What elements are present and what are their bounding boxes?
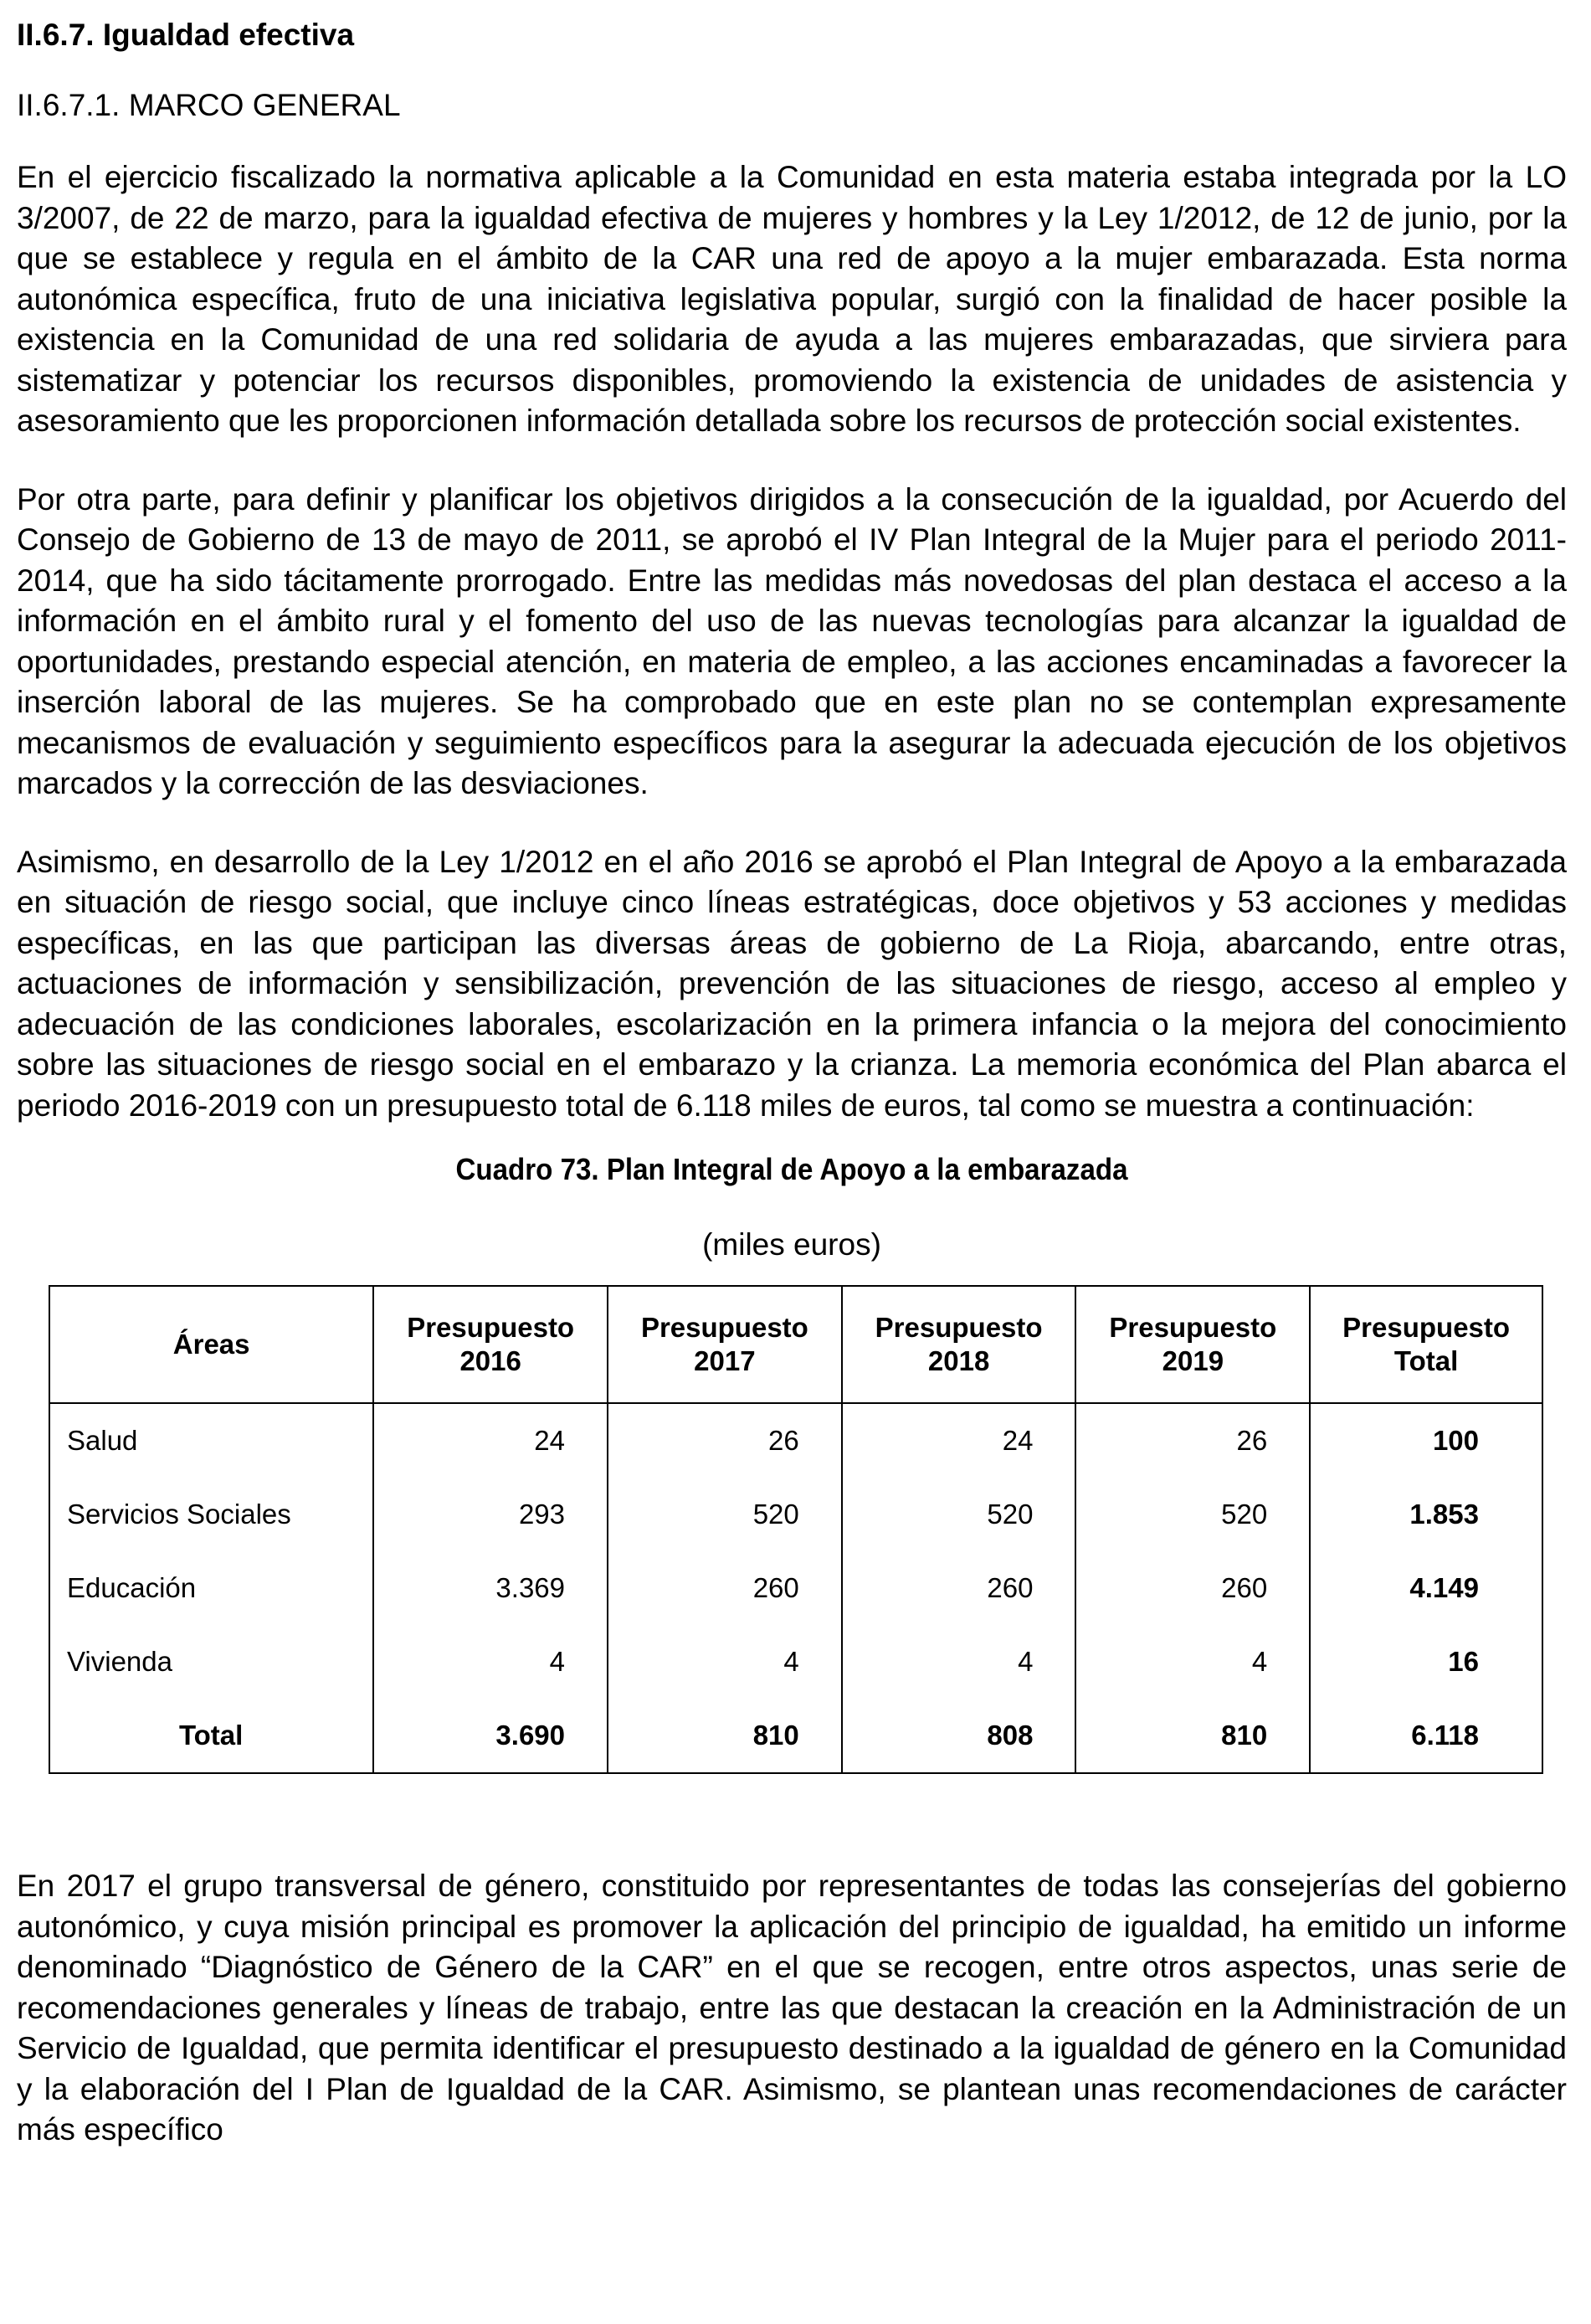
cell-2019: 520 (1075, 1478, 1310, 1551)
table-row (49, 1478, 1542, 1551)
paragraph: Asimismo, en desarrollo de la Ley 1/2012 en el año 2016 se aprobó el Plan Integral de Apoyo a la embarazada en situación de riesgo social, que incluye cinco líneas estratégicas, doce objetivos y 53 acciones y medidas específicas, en las que participan las diversas áreas de gobierno de La Rioja, abarcando, entre otras, actuaciones de información y sensibilización, prevención de las situaciones de riesgo, acceso al empleo y adecuación de las condiciones laborales, escolarización en la primera infancia o la mejora del conocimiento sobre las situaciones de riesgo social en el embarazo y la crianza. La memoria económica del Plan abarca el periodo 2016-2019 con un presupuesto total de 6.118 miles de euros, tal como se muestra a continuación: (17, 844, 1567, 1123)
header-areas: Áreas (49, 1286, 373, 1403)
cell-total: 4.149 (1310, 1551, 1542, 1625)
cell-2018: 24 (842, 1403, 1076, 1478)
header-total: Presupuesto Total (1310, 1286, 1542, 1403)
cell-2016: 293 (373, 1478, 608, 1551)
cell-2019: 4 (1075, 1625, 1310, 1699)
table-row (49, 1625, 1542, 1699)
document-page (17, 15, 1567, 2188)
cell-2017: 26 (608, 1403, 842, 1478)
table-row (49, 1403, 1542, 1478)
cell-2016: 3.690 (373, 1699, 608, 1773)
table-units: (miles euros) (702, 1227, 881, 1262)
table-title: Cuadro 73. Plan Integral de Apoyo a la embarazada (455, 1152, 1128, 1186)
header-2017: Presupuesto 2017 (608, 1286, 842, 1403)
paragraph: En el ejercicio fiscalizado la normativa aplicable a la Comunidad en esta materia estaba integrada por la LO 3/2007, de 22 de marzo, para la igualdad efectiva de mujeres y hombres y la Ley 1/2012, de 12 de junio, por la que se establece y regula en el ámbito de la CAR una red de apoyo a la mujer embarazada. Esta norma autonómica específica, fruto de una iniciativa legislativa popular, surgió con la finalidad de hacer posible la existencia en la Comunidad de una red solidaria de ayuda a las mujeres embarazadas, que sirviera para sistematizar y potenciar los recursos disponibles, promoviendo la existencia de unidades de asistencia y asesoramiento que les proporcionen información detallada sobre los recursos de protección social existentes. (17, 160, 1567, 438)
row-area: Vivienda (49, 1625, 373, 1699)
paragraph: Por otra parte, para definir y planificar los objetivos dirigidos a la consecución de la igualdad, por Acuerdo del Consejo de Gobierno de 13 de mayo de 2011, se aprobó el IV Plan Integral de la Mujer para el periodo 2011-2014, que ha sido tácitamente prorrogado. Entre las medidas más novedosas del plan destaca el acceso a la información en el ámbito rural y el fomento del uso de las nuevas tecnologías para alcanzar la igualdad de oportunidades, prestando especial atención, en materia de empleo, a las acciones encaminadas a favorecer la inserción laboral de las mujeres. Se ha comprobado que en este plan no se contemplan expresamente mecanismos de evaluación y seguimiento específicos para la asegurar la adecuada ejecución de los objetivos marcados y la corrección de las desviaciones. (17, 481, 1567, 800)
cell-total: 1.853 (1310, 1478, 1542, 1551)
section-subheading: II.6.7.1. MARCO GENERAL (17, 88, 401, 122)
cell-2019: 260 (1075, 1551, 1310, 1625)
row-area: Salud (49, 1403, 373, 1478)
budget-table (49, 1285, 1543, 1774)
cell-2016: 3.369 (373, 1551, 608, 1625)
cell-total: 6.118 (1310, 1699, 1542, 1773)
cell-2019: 26 (1075, 1403, 1310, 1478)
cell-total: 16 (1310, 1625, 1542, 1699)
header-2018: Presupuesto 2018 (842, 1286, 1076, 1403)
cell-2016: 24 (373, 1403, 608, 1478)
row-area: Educación (49, 1551, 373, 1625)
paragraph: En 2017 el grupo transversal de género, constituido por representantes de todas las consejerías del gobierno autonómico, y cuya misión principal es promover la aplicación del principio de igualdad, ha emitido un informe denominado “Diagnóstico de Género de la CAR” en el que se recogen, entre otros aspectos, unas serie de recomendaciones generales y líneas de trabajo, entre las que destacan la creación en la Administración de un Servicio de Igualdad, que permita identificar el presupuesto destinado a la igualdad de género en la Comunidad y la elaboración del I Plan de Igualdad de la CAR. Asimismo, se plantean unas recomendaciones de carácter más específico (17, 1869, 1567, 2147)
cell-2017: 810 (608, 1699, 842, 1773)
table-total-row (49, 1699, 1542, 1773)
cell-2017: 4 (608, 1625, 842, 1699)
cell-2018: 808 (842, 1699, 1076, 1773)
table-header-row (49, 1286, 1542, 1403)
cell-2018: 260 (842, 1551, 1076, 1625)
cell-2017: 520 (608, 1478, 842, 1551)
header-2019: Presupuesto 2019 (1075, 1286, 1310, 1403)
section-heading: II.6.7. Igualdad efectiva (17, 18, 355, 52)
header-2016: Presupuesto 2016 (373, 1286, 608, 1403)
cell-2018: 4 (842, 1625, 1076, 1699)
cell-2016: 4 (373, 1625, 608, 1699)
cell-2018: 520 (842, 1478, 1076, 1551)
table-row (49, 1551, 1542, 1625)
cell-2017: 260 (608, 1551, 842, 1625)
cell-total: 100 (1310, 1403, 1542, 1478)
row-area: Servicios Sociales (49, 1478, 373, 1551)
cell-2019: 810 (1075, 1699, 1310, 1773)
row-area: Total (49, 1699, 373, 1773)
